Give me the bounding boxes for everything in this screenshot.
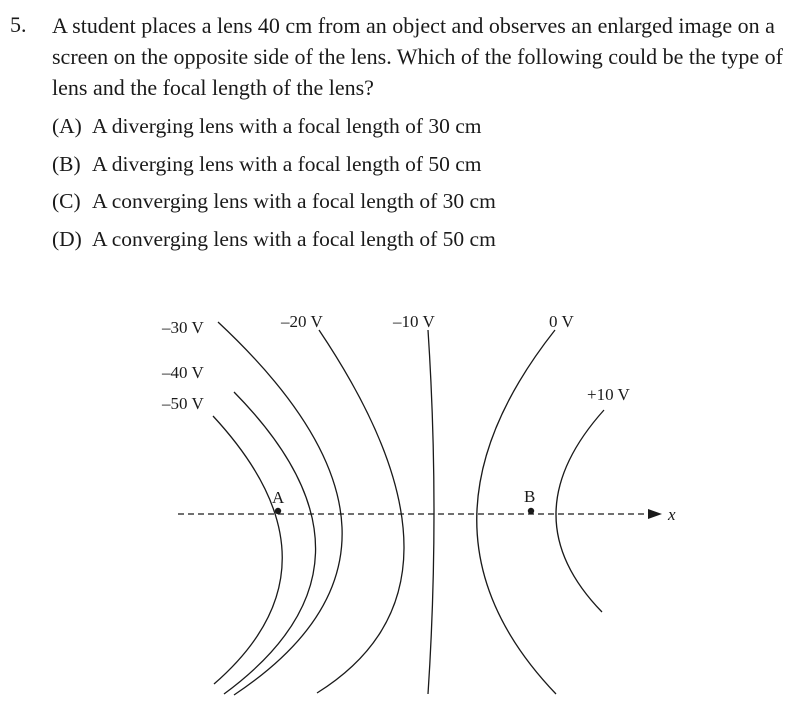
choice-letter: (C) bbox=[52, 189, 81, 213]
label-minus50: –50 V bbox=[162, 394, 204, 413]
label-zero: 0 V bbox=[549, 312, 574, 331]
question-number: 5. bbox=[10, 12, 27, 37]
x-axis-arrow bbox=[648, 509, 662, 519]
choice-text: A converging lens with a focal length of 50 cm bbox=[92, 226, 496, 251]
label-minus30: –30 V bbox=[162, 318, 204, 337]
question-stem: A student places a lens 40 cm from an object and observes an enlarged image on a screen on the opposite side of the lens. Which of the following could be the type of lens and the focal length of the lens? bbox=[52, 13, 783, 100]
label-plus10: +10 V bbox=[587, 385, 630, 404]
choice-text: A diverging lens with a focal length of 50 cm bbox=[92, 151, 482, 176]
equipotential-line-zero bbox=[477, 330, 556, 694]
choice-text: A diverging lens with a focal length of 30 cm bbox=[92, 114, 482, 138]
equipotential-line-minus50 bbox=[213, 416, 282, 684]
equipotential-line-minus10 bbox=[428, 330, 434, 694]
label-minus20: –20 V bbox=[281, 312, 323, 331]
choice-letter: (D) bbox=[52, 226, 82, 251]
label-minus10: –10 V bbox=[393, 312, 435, 331]
point-b-label: B bbox=[524, 487, 536, 506]
equipotential-line-minus30 bbox=[218, 322, 342, 695]
choice-letter: (A) bbox=[52, 114, 82, 138]
equipotential-line-minus20 bbox=[317, 330, 404, 693]
x-axis-label: x bbox=[668, 505, 676, 524]
point-a-label: A bbox=[272, 488, 285, 507]
choice-text: A converging lens with a focal length of 30 cm bbox=[92, 189, 496, 213]
point-b-dot bbox=[528, 508, 534, 514]
equipotential-line-plus10 bbox=[556, 410, 604, 612]
point-a-dot bbox=[275, 508, 281, 514]
label-minus40: –40 V bbox=[162, 363, 204, 382]
choice-letter: (B) bbox=[52, 151, 81, 176]
equipotential-line-minus40 bbox=[224, 392, 316, 694]
